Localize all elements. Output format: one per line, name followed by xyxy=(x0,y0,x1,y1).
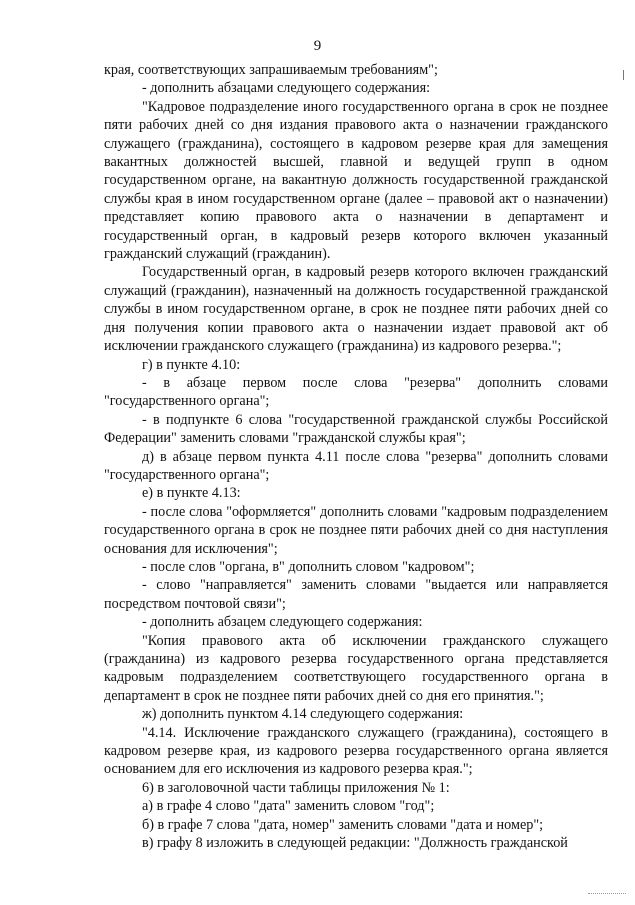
document-body xyxy=(104,61,608,852)
paragraph: б) в графе 7 слова "дата, номер" заменить словами "дата и номер"; xyxy=(142,816,544,833)
paragraph: Государственный орган, в кадровый резерв которого включен гражданский служащий (гражданин), назначенный на должность государственной гражданской службы в ином государственном органе, в срок не позднее пяти рабочих дней со дня получения копии правового акта о назначении издает правовой акт об исключении гражданского служащего (гражданина) из кадрового резерва."; xyxy=(104,264,608,355)
paragraph: - в подпункте 6 слова "государственной гражданской службы Российской Федерации" заменить словами "гражданской службы края"; xyxy=(104,411,608,447)
paragraph: 6) в заголовочной части таблицы приложения № 1: xyxy=(142,779,450,796)
paragraph: а) в графе 4 слово "дата" заменить словом "год"; xyxy=(142,798,435,815)
paragraph: - слово "направляется" заменить словами "выдается или направляется посредством почтовой связи"; xyxy=(104,577,608,612)
paragraph: "Копия правового акта об исключении гражданского служащего (гражданина) из кадрового резерва государственного органа представляется кадровым подразделением соответствующего государственного органа в департамент в срок не позднее пяти рабочих дней со дня его принятия."; xyxy=(104,632,608,704)
paragraph: д) в абзаце первом пункта 4.11 после слова "резерва" дополнить словами "государственного органа"; xyxy=(104,448,608,483)
paragraph: "4.14. Исключение гражданского служащего (гражданина), состоящего в кадровом резерве края, из кадрового резерва государственного органа является основанием для его исключения из кадрового резерва края."; xyxy=(104,724,608,778)
page-number: 9 xyxy=(313,38,322,54)
paragraph: "Кадровое подразделение иного государственного органа в срок не позднее пяти рабочих дней со дня издания правового акта о назначении гражданского служащего (гражданина), состоящего в кадровом резерве края для замещения вакантных должностей высшей, главной и ведущей групп в одном государственном органе, на вакантную должность государственной гражданской службы края в ином государственном органе (далее – правовой акт о назначении) представляет копию правового акта о назначении в департамент и государственный орган, в кадровый резерв которого включен указанный гражданский служащий (гражданин). xyxy=(104,98,608,263)
paragraph: ж) дополнить пунктом 4.14 следующего содержания: xyxy=(142,706,464,723)
paragraph: в) графу 8 изложить в следующей редакции: "Должность гражданской xyxy=(142,835,568,852)
paragraph: г) в пункте 4.10: xyxy=(142,356,241,373)
paragraph: - после слов "органа, в" дополнить словом "кадровом"; xyxy=(142,558,475,575)
paragraph: края, соответствующих запрашиваемым требованиям"; xyxy=(104,62,438,78)
paragraph: - дополнить абзацем следующего содержания: xyxy=(142,614,423,631)
paragraph: - после слова "оформляется" дополнить словами "кадровым подразделением государственного органа в срок не позднее пяти рабочих дней со дня наступления основания для исключения"; xyxy=(104,503,608,557)
paragraph: - в абзаце первом после слова "резерва" дополнить словами "государственного органа"; xyxy=(104,374,608,410)
scan-artifact xyxy=(588,893,626,896)
paragraph: е) в пункте 4.13: xyxy=(142,485,241,502)
paragraph: - дополнить абзацами следующего содержания: xyxy=(142,80,431,97)
margin-mark xyxy=(623,70,624,80)
